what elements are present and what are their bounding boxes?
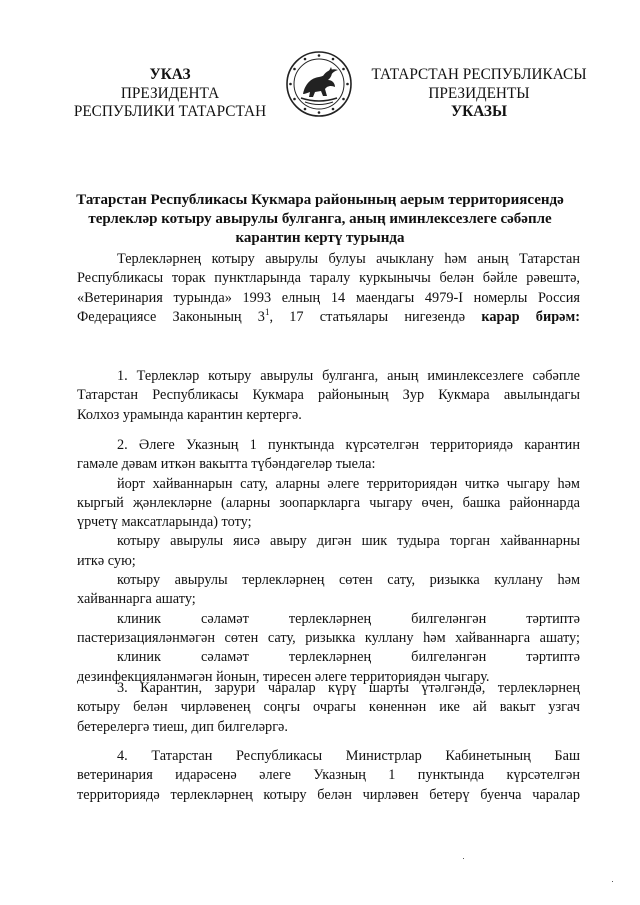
text-line: кыргый җәнлекләрне (аларны зоопаркларга чыгару өчен, башка районнарда xyxy=(77,494,580,511)
text-line: клиник сәламәт терлекләрнең билгеләнгән тәртиптә xyxy=(117,610,580,627)
text-line: хайваннарга ашату; xyxy=(77,591,196,608)
text-line xyxy=(77,308,580,327)
text-line: котыру белән чирләвенең соңгы очрагы көненнән ике ай вакыт узгач xyxy=(77,699,580,716)
text-fragment: , 17 статьялары нигезендә xyxy=(269,308,482,325)
text-line: 4. Татарстан Республикасы Министрлар Кабинетының Баш xyxy=(117,748,580,764)
item-3-paragraph xyxy=(77,679,580,737)
text-line: иткә сую; xyxy=(77,552,136,569)
decree-phrase: карар бирәм: xyxy=(481,308,580,325)
title-line: терлекләр котыру авырулы булганга, аның иминлексезлеге сәбәпле xyxy=(88,211,552,227)
header-right-line1: ТАТАРСТАН РЕСПУБЛИКАСЫ xyxy=(371,66,587,83)
text-line: үрчетү максатларында) тоту; xyxy=(77,514,252,531)
text-line: бетерелергә тиеш, дип билгеләргә. xyxy=(77,718,288,735)
item-2-paragraph xyxy=(77,436,580,687)
text-line: Терлекләрнең котыру авырулы булуы ачыклану һәм аның Татарстан xyxy=(117,251,580,267)
header-left-line2: ПРЕЗИДЕНТА xyxy=(120,84,220,102)
header-right-block xyxy=(365,66,593,122)
header-right-line3: УКАЗЫ xyxy=(450,103,508,121)
text-line: 2. Әлеге Указның 1 пунктында күрсәтелгән территориядә карантин xyxy=(117,437,580,453)
text-line: Татарстан Республикасы Кукмара районының Зур Кукмара авылындагы xyxy=(77,387,580,404)
preamble-paragraph xyxy=(77,250,580,327)
tatarstan-coat-of-arms-icon xyxy=(285,50,353,118)
header-right-line2: ПРЕЗИДЕНТЫ xyxy=(428,84,530,102)
text-line: Колхоз урамында карантин кертергә. xyxy=(77,406,302,423)
header-left-line1: УКАЗ xyxy=(149,66,191,83)
text-line: котыру авырулы яисә авыру дигән шик тудыра торган хайваннарны xyxy=(117,533,580,550)
scan-speck xyxy=(463,858,464,859)
scan-speck xyxy=(612,881,613,882)
text-line: Республикасы торак пунктларында таралу куркынычы белән бәйле рәвештә, xyxy=(77,270,580,287)
text-line: йорт хайваннарын сату, аларны әлеге территориядән читкә чыгару һәм xyxy=(117,475,580,492)
title-line: Татарстан Республикасы Кукмара районының аерым территориясендә xyxy=(76,192,564,208)
text-line: «Ветеринария турында» 1993 елның 14 маендагы 4979-I номерлы Россия xyxy=(77,289,580,306)
item-4-paragraph xyxy=(77,747,580,805)
text-line: клиник сәламәт терлекләрнең билгеләнгән тәртиптә xyxy=(117,649,580,666)
header-left-line3: РЕСПУБЛИКИ ТАТАРСТАН xyxy=(73,103,267,121)
text-line: 3. Карантин, зарури чаралар күрү шарты үтәлгәндә, терлекләрнең xyxy=(117,680,580,696)
superscript: 1 xyxy=(264,307,270,318)
text-line: ветеринария идарәсенә әлеге Указның 1 пунктында күрсәтелгән xyxy=(77,767,580,784)
title-line: карантин кертү турында xyxy=(235,230,405,246)
document-title xyxy=(60,191,580,248)
item-1-paragraph xyxy=(77,367,580,425)
text-line: пастеризацияләнмәгән сөтен сату, ризыкка куллану һәм хайваннарга ашату; xyxy=(77,629,580,646)
text-fragment: Федерациясе Законының 3 xyxy=(77,308,265,325)
text-line: котыру авырулы терлекләрнең сөтен сату, ризыкка куллану һәм xyxy=(117,572,580,589)
text-line: дезинфекцияләнмәгән йонын, тиресен әлеге территориядән чыгару. xyxy=(77,668,490,685)
text-line: территориядә терлекләрнең котыру белән чирләвен бетерү буенча чаралар xyxy=(77,786,580,803)
header-left-block xyxy=(70,66,270,122)
text-line: 1. Терлекләр котыру авырулы булганга, аның иминлексезлеге сәбәпле xyxy=(117,368,580,384)
text-line: гамәле дәвам иткән вакытта түбәндәгеләр тыела: xyxy=(77,456,376,473)
